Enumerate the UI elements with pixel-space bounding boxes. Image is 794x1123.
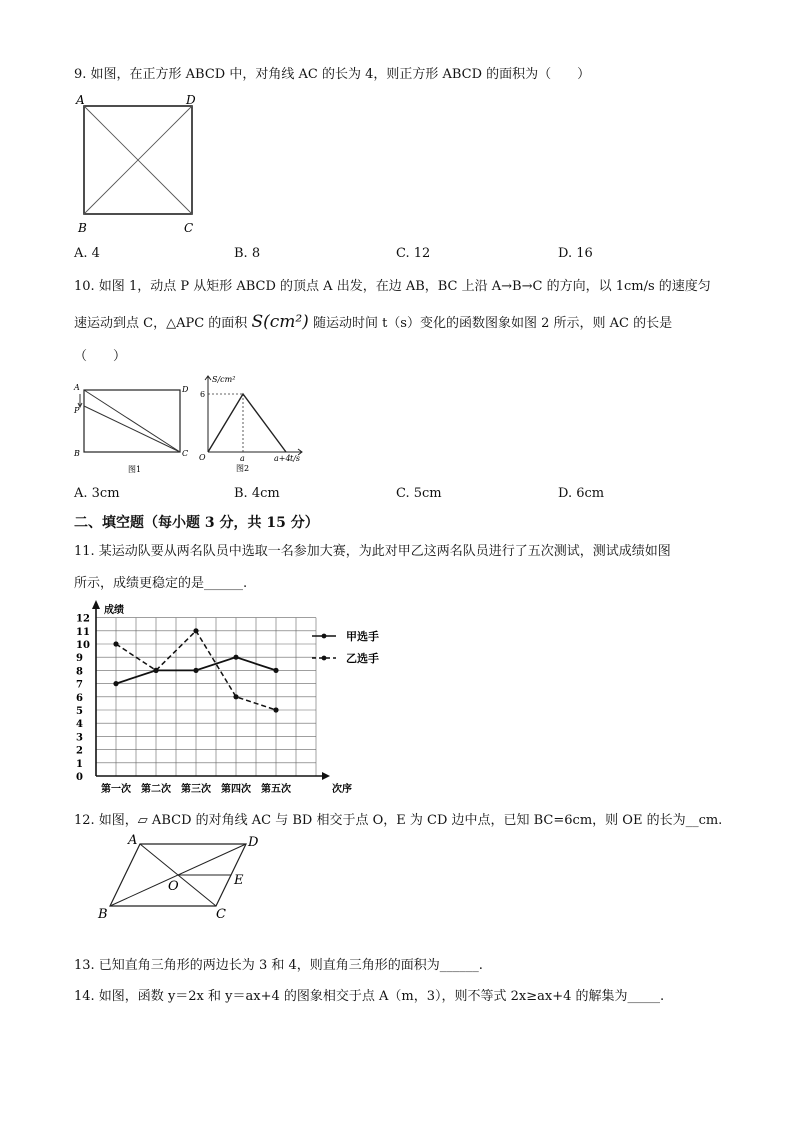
fig1-label-p: P	[74, 406, 80, 415]
y-tick-label: 7	[76, 679, 83, 691]
q10-line3: （ ）	[74, 349, 127, 364]
q12-label-b: B	[98, 907, 108, 922]
series-point-yi	[273, 707, 278, 712]
chart-grid	[96, 618, 316, 776]
q9-label-c: C	[184, 221, 194, 235]
legend-marker-yi	[322, 656, 327, 661]
y-tick-label: 12	[76, 613, 90, 625]
q10-line2-a: 速运动到点 C，△APC 的面积	[74, 316, 248, 331]
q9-choice-c: C. 12	[396, 246, 431, 261]
q9-label-d: D	[186, 93, 196, 107]
series-point-yi	[113, 641, 118, 646]
chart-ylabel: 成绩	[104, 605, 124, 616]
q10-choice-d: D. 6cm	[558, 486, 605, 501]
fig1-caption: 图1	[128, 465, 142, 474]
series-point-yi	[233, 694, 238, 699]
x-tick-label: 第三次	[181, 784, 211, 795]
q12-label-o: O	[168, 879, 179, 894]
fig2-caption: 图2	[236, 464, 250, 473]
x-tick-label: 第四次	[221, 784, 251, 795]
section-2-title: 二、填空题（每小题 3 分，共 15 分）	[74, 515, 319, 531]
q9-square-figure	[74, 92, 204, 242]
y-tick-label: 3	[76, 732, 83, 744]
x-tick-label: 第二次	[141, 784, 171, 795]
y-tick-label: 0	[76, 772, 83, 783]
q10-line2	[74, 311, 724, 335]
legend-label-jia: 甲选手	[346, 630, 379, 643]
q12-label-e: E	[234, 873, 244, 888]
fig1-label-a: A	[74, 383, 80, 392]
x-tick-label: 第一次	[101, 784, 131, 795]
chart-legend	[312, 629, 379, 665]
q11-line1: 11. 某运动队要从两名队员中选取一名参加大赛，为此对甲乙这两名队员进行了五次测试，测试成绩如图	[74, 544, 671, 559]
q10-area-formula: S(cm²)	[251, 312, 309, 332]
series-point-jia	[113, 681, 118, 686]
q13-text: 13. 已知直角三角形的两边长为 3 和 4，则直角三角形的面积为______.	[74, 958, 483, 973]
fig2-origin: O	[199, 453, 206, 462]
q9-label-a: A	[76, 93, 85, 107]
y-tick-label: 5	[76, 706, 83, 717]
fig2-a: a	[240, 454, 245, 463]
series-point-yi	[153, 668, 158, 673]
q14-text: 14. 如图，函数 y＝2x 和 y＝ax+4 的图象相交于点 A（m，3），则不等式 2x≥ax+4 的解集为_____.	[74, 989, 665, 1004]
fig1-label-c: C	[182, 449, 189, 458]
q9-text: 9. 如图，在正方形 ABCD 中，对角线 AC 的长为 4，则正方形 ABCD 的面积为（ ）	[74, 67, 591, 82]
q12-label-c: C	[216, 907, 226, 922]
fig2-tlabel: t/s	[290, 454, 301, 463]
fig1-label-b: B	[74, 449, 80, 458]
series-point-jia	[193, 668, 198, 673]
x-tick-label: 第五次	[261, 784, 291, 795]
q12-label-d: D	[248, 835, 259, 850]
q11-line2: 所示，成绩更稳定的是______.	[74, 576, 248, 591]
y-tick-label: 9	[76, 653, 83, 665]
q10-line1: 10. 如图 1，动点 P 从矩形 ABCD 的顶点 A 出发，在边 AB，BC 上沿 A→B→C 的方向，以 1cm/s 的速度匀	[74, 279, 711, 294]
fig2-ylabel: S/cm²	[212, 375, 236, 384]
q11-score-chart	[74, 600, 404, 800]
y-tick-label: 2	[76, 745, 83, 757]
q9-choice-a: A. 4	[74, 246, 100, 261]
y-tick-label: 6	[76, 692, 83, 704]
q10-fig1-rectangle	[70, 380, 200, 476]
q10-choice-c: C. 5cm	[396, 486, 442, 501]
y-tick-label: 10	[76, 640, 90, 651]
chart-xlabel: 次序	[332, 784, 352, 795]
legend-label-yi: 乙选手	[346, 652, 379, 665]
series-point-jia	[233, 655, 238, 660]
fig2-y6: 6	[200, 390, 206, 399]
chart-axes	[92, 600, 330, 780]
series-point-yi	[193, 628, 198, 633]
fig1-label-d: D	[182, 385, 189, 394]
q9-choice-d: D. 16	[558, 246, 593, 261]
q10-choice-a: A. 3cm	[74, 486, 120, 501]
fig2-a-plus-4: a+4	[274, 454, 291, 463]
q12-label-a: A	[128, 834, 138, 848]
y-tick-label: 8	[76, 666, 83, 678]
q10-fig2-graph	[196, 372, 308, 476]
legend-marker-jia	[322, 634, 327, 639]
q12-text: 12. 如图，▱ ABCD 的对角线 AC 与 BD 相交于点 O，E 为 CD 边中点，已知 BC=6cm，则 OE 的长为__cm.	[74, 813, 723, 828]
y-tick-label: 4	[76, 719, 83, 731]
q10-choice-b: B. 4cm	[234, 486, 280, 501]
y-tick-label: 1	[76, 758, 83, 770]
q12-parallelogram-figure	[94, 834, 274, 924]
q9-label-b: B	[78, 221, 87, 235]
series-point-jia	[273, 668, 278, 673]
y-tick-label: 11	[76, 626, 90, 638]
q9-choice-b: B. 8	[234, 246, 261, 261]
q10-line2-b: 随运动时间 t（s）变化的函数图象如图 2 所示，则 AC 的长是	[312, 316, 673, 331]
